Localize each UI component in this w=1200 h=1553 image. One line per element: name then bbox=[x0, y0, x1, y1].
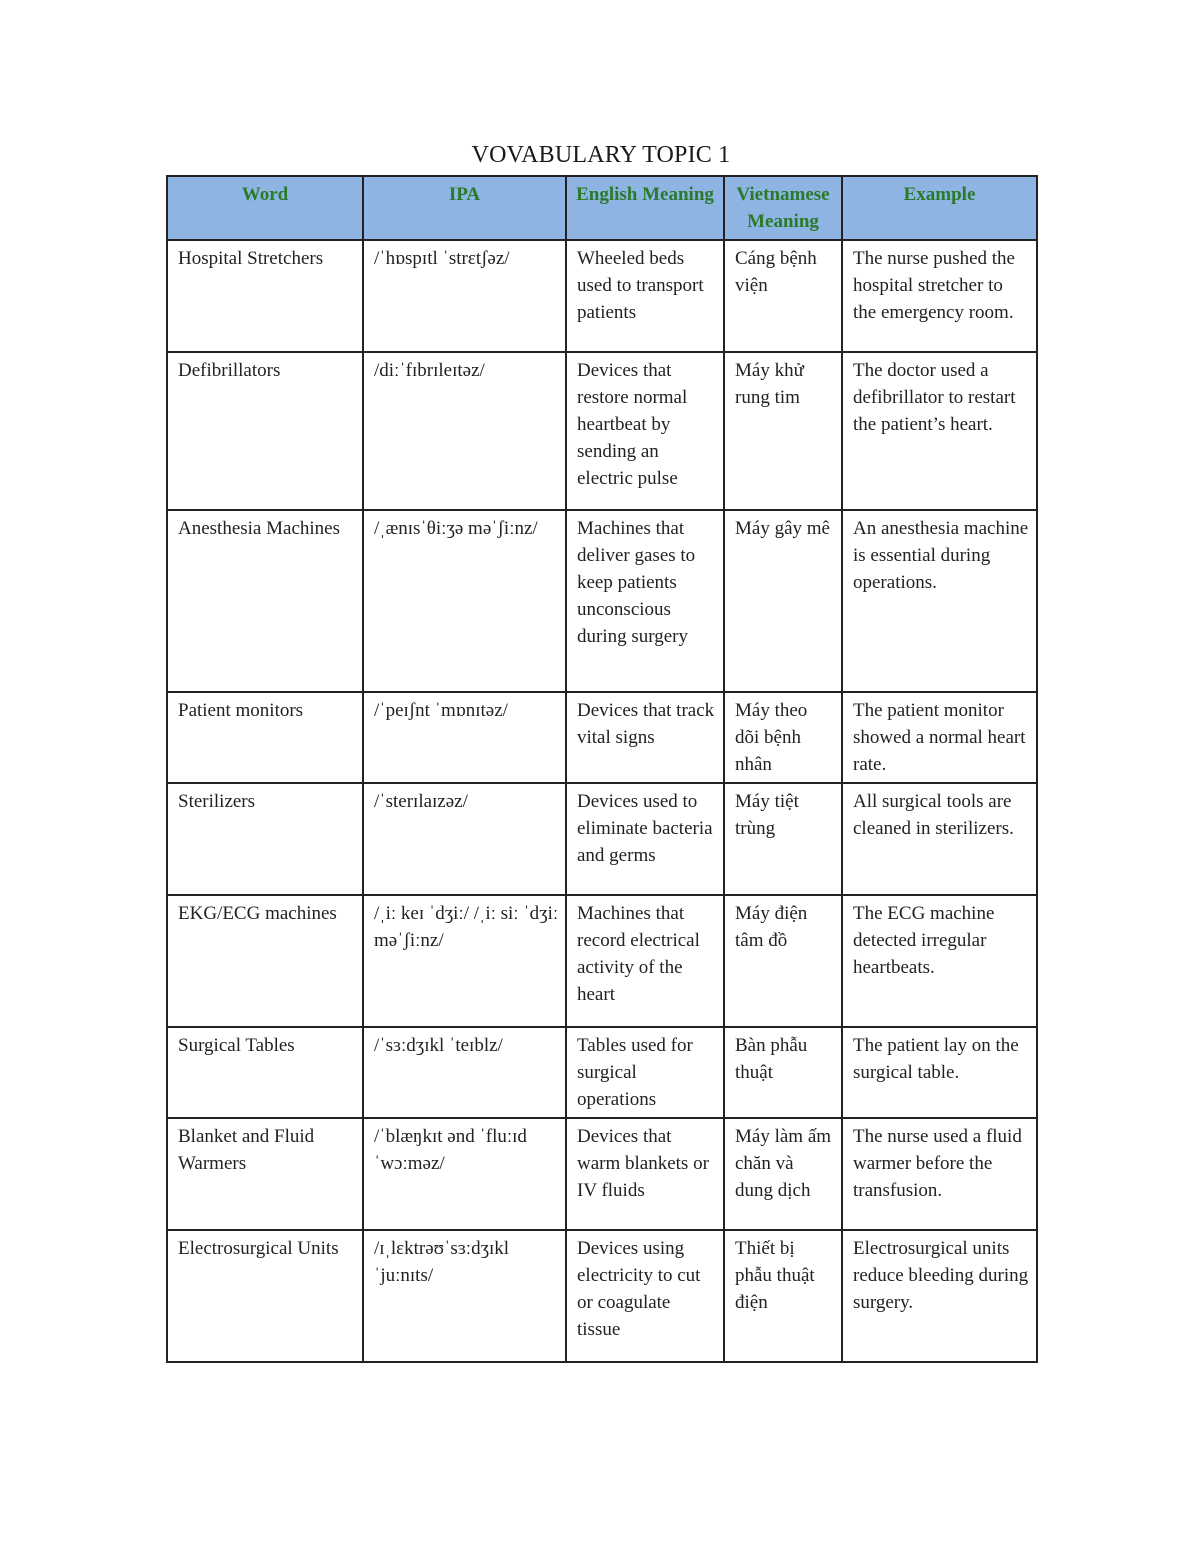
table-row bbox=[167, 1230, 1037, 1362]
english-meaning-cell: Devices that track vital signs bbox=[566, 692, 724, 783]
ipa-cell: /ˌiː keɪ ˈdʒiː/ /ˌiː siː ˈdʒiː məˈʃiːnz/ bbox=[363, 895, 566, 1027]
english-meaning-cell: Devices that warm blankets or IV fluids bbox=[566, 1118, 724, 1230]
english-meaning-cell: Devices used to eliminate bacteria and germs bbox=[566, 783, 724, 895]
english-meaning-cell: Machines that record electrical activity of the heart bbox=[566, 895, 724, 1027]
table-row bbox=[167, 510, 1037, 692]
header-ipa: IPA bbox=[363, 176, 566, 240]
word-cell: Surgical Tables bbox=[167, 1027, 363, 1118]
english-meaning-cell: Devices that restore normal heartbeat by sending an electric pulse bbox=[566, 352, 724, 510]
header-vietnamese-meaning: Vietnamese Meaning bbox=[724, 176, 842, 240]
example-cell: The ECG machine detected irregular heartbeats. bbox=[842, 895, 1037, 1027]
table-row bbox=[167, 1118, 1037, 1230]
ipa-cell: /ˈsterɪlaɪzəz/ bbox=[363, 783, 566, 895]
vietnamese-meaning-cell: Máy theo dõi bệnh nhân bbox=[724, 692, 842, 783]
table-row bbox=[167, 240, 1037, 352]
word-cell: EKG/ECG machines bbox=[167, 895, 363, 1027]
vietnamese-meaning-cell: Thiết bị phẫu thuật điện bbox=[724, 1230, 842, 1362]
word-cell: Defibrillators bbox=[167, 352, 363, 510]
header-example: Example bbox=[842, 176, 1037, 240]
vietnamese-meaning-cell: Máy gây mê bbox=[724, 510, 842, 692]
word-cell: Sterilizers bbox=[167, 783, 363, 895]
table-row bbox=[167, 783, 1037, 895]
example-cell: All surgical tools are cleaned in sterilizers. bbox=[842, 783, 1037, 895]
ipa-cell: /ˌænɪsˈθiːʒə məˈʃiːnz/ bbox=[363, 510, 566, 692]
table-row bbox=[167, 895, 1037, 1027]
ipa-cell: /ˈsɜːdʒɪkl ˈteɪblz/ bbox=[363, 1027, 566, 1118]
table-row bbox=[167, 1027, 1037, 1118]
ipa-cell: /ˈpeɪʃnt ˈmɒnɪtəz/ bbox=[363, 692, 566, 783]
example-cell: The doctor used a defibrillator to restart the patient’s heart. bbox=[842, 352, 1037, 510]
example-cell: The nurse pushed the hospital stretcher to the emergency room. bbox=[842, 240, 1037, 352]
example-cell: The patient lay on the surgical table. bbox=[842, 1027, 1037, 1118]
word-cell: Electrosurgical Units bbox=[167, 1230, 363, 1362]
table-header-row bbox=[167, 176, 1037, 240]
word-cell: Patient monitors bbox=[167, 692, 363, 783]
word-cell: Anesthesia Machines bbox=[167, 510, 363, 692]
ipa-cell: /ˈhɒspɪtl ˈstrɛtʃəz/ bbox=[363, 240, 566, 352]
ipa-cell: /ɪˌlɛktrəʊˈsɜːdʒɪkl ˈjuːnɪts/ bbox=[363, 1230, 566, 1362]
header-word: Word bbox=[167, 176, 363, 240]
ipa-cell: /diːˈfɪbrɪleɪtəz/ bbox=[363, 352, 566, 510]
ipa-cell: /ˈblæŋkɪt ənd ˈfluːɪd ˈwɔːməz/ bbox=[363, 1118, 566, 1230]
vietnamese-meaning-cell: Máy điện tâm đồ bbox=[724, 895, 842, 1027]
example-cell: The nurse used a fluid warmer before the transfusion. bbox=[842, 1118, 1037, 1230]
vietnamese-meaning-cell: Cáng bệnh viện bbox=[724, 240, 842, 352]
header-english-meaning: English Meaning bbox=[566, 176, 724, 240]
english-meaning-cell: Devices using electricity to cut or coagulate tissue bbox=[566, 1230, 724, 1362]
word-cell: Hospital Stretchers bbox=[167, 240, 363, 352]
example-cell: Electrosurgical units reduce bleeding during surgery. bbox=[842, 1230, 1037, 1362]
english-meaning-cell: Wheeled beds used to transport patients bbox=[566, 240, 724, 352]
vietnamese-meaning-cell: Máy khử rung tim bbox=[724, 352, 842, 510]
page-title: VOVABULARY TOPIC 1 bbox=[471, 142, 731, 168]
table-row bbox=[167, 352, 1037, 510]
english-meaning-cell: Machines that deliver gases to keep patients unconscious during surgery bbox=[566, 510, 724, 692]
table-row bbox=[167, 692, 1037, 783]
vietnamese-meaning-cell: Máy làm ấm chăn và dung dịch bbox=[724, 1118, 842, 1230]
vocabulary-table bbox=[166, 175, 1038, 1363]
vietnamese-meaning-cell: Máy tiệt trùng bbox=[724, 783, 842, 895]
english-meaning-cell: Tables used for surgical operations bbox=[566, 1027, 724, 1118]
example-cell: An anesthesia machine is essential during operations. bbox=[842, 510, 1037, 692]
vietnamese-meaning-cell: Bàn phẫu thuật bbox=[724, 1027, 842, 1118]
word-cell: Blanket and Fluid Warmers bbox=[167, 1118, 363, 1230]
example-cell: The patient monitor showed a normal heart rate. bbox=[842, 692, 1037, 783]
